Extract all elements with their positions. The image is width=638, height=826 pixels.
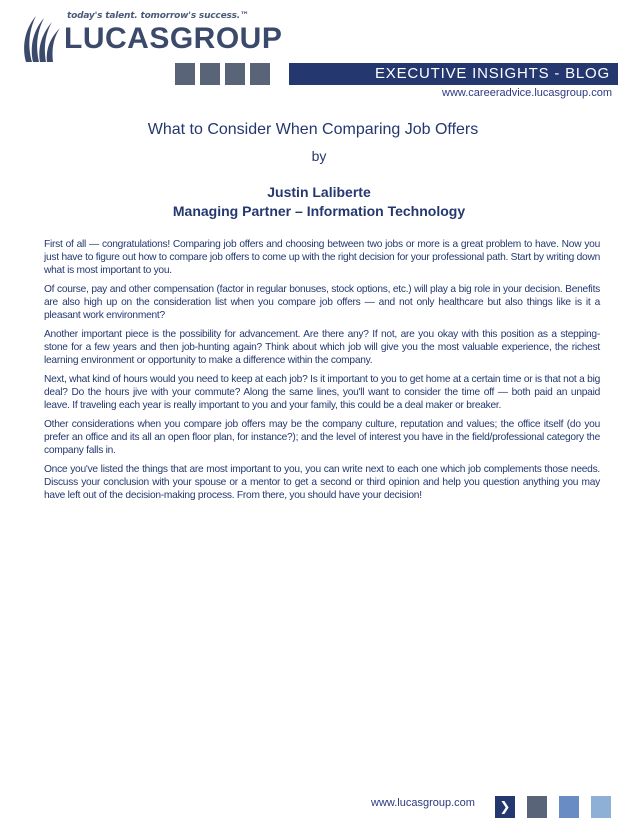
paragraph: Another important piece is the possibility for advancement. Are there any? If not, are you okay with this position as a stepping-stone for a few years and then job-hunting again? Think about which job will give you the most valuable experience, the richest learning environment or opportunity to make a difference within the company. xyxy=(44,329,600,366)
logo-tagline: today's talent. tomorrow's success.™ xyxy=(67,11,249,21)
logo-swoosh-icon xyxy=(20,12,66,64)
footer-square xyxy=(527,796,547,818)
paragraph: Next, what kind of hours would you need to keep at each job? Is it important to you to get home at a certain time or is that not a big deal? Do the hours jive with your commute? Along the same lines, you'll want to consider the time off — both paid an unpaid leave. If traveling each year is really important to you and your family, this could be a deal maker or breaker. xyxy=(44,374,600,411)
header-square xyxy=(175,63,195,85)
byline-by: by xyxy=(311,148,327,164)
next-arrow-button[interactable] xyxy=(495,796,515,818)
paragraph: Other considerations when you compare job offers may be the company culture, reputation and values; the office itself (do you prefer an office and its all an open floor plan, for instance?); and the level of interest you have in the field/professional category the company falls in. xyxy=(44,419,600,456)
article-body xyxy=(44,238,600,508)
author-role: Managing Partner – Information Technology xyxy=(172,203,466,219)
blog-banner: EXECUTIVE INSIGHTS - BLOG xyxy=(289,63,618,85)
header-square xyxy=(200,63,220,85)
paragraph: Once you've listed the things that are most important to you, you can write next to each one which job complements those needs. Discuss your conclusion with your spouse or a mentor to get a second or third opinion and help you question anything you may have left out of the decision-making process. From there, you should have your decision! xyxy=(44,464,600,501)
footer-square xyxy=(559,796,579,818)
chevron-right-icon: ❯ xyxy=(499,799,511,814)
article-title: What to Consider When Comparing Job Offers xyxy=(147,121,479,138)
author-name: Justin Laliberte xyxy=(267,184,371,200)
header-square xyxy=(250,63,270,85)
header-square xyxy=(225,63,245,85)
career-advice-link[interactable]: www.careeradvice.lucasgroup.com xyxy=(442,87,612,99)
logo-wordmark: LUCASGROUP xyxy=(64,22,283,55)
paragraph: First of all — congratulations! Comparing job offers and choosing between two jobs or more is a great problem to have. Now you just have to figure out how to compare job offers to come up with the right decision for your professional path. Start by writing down what is most important to you. xyxy=(44,239,600,276)
footer-squares xyxy=(495,796,611,818)
paragraph: Of course, pay and other compensation (factor in regular bonuses, stock options, etc.) will play a big role in your decision. Benefits are also high up on the consideration list when you compare job offers — and not only healthcare but also things like is it a pleasant work environment? xyxy=(44,284,600,321)
lucasgroup-logo[interactable] xyxy=(20,8,290,68)
header-squares xyxy=(175,63,270,85)
footer-square xyxy=(591,796,611,818)
footer-link[interactable]: www.lucasgroup.com xyxy=(371,797,475,809)
